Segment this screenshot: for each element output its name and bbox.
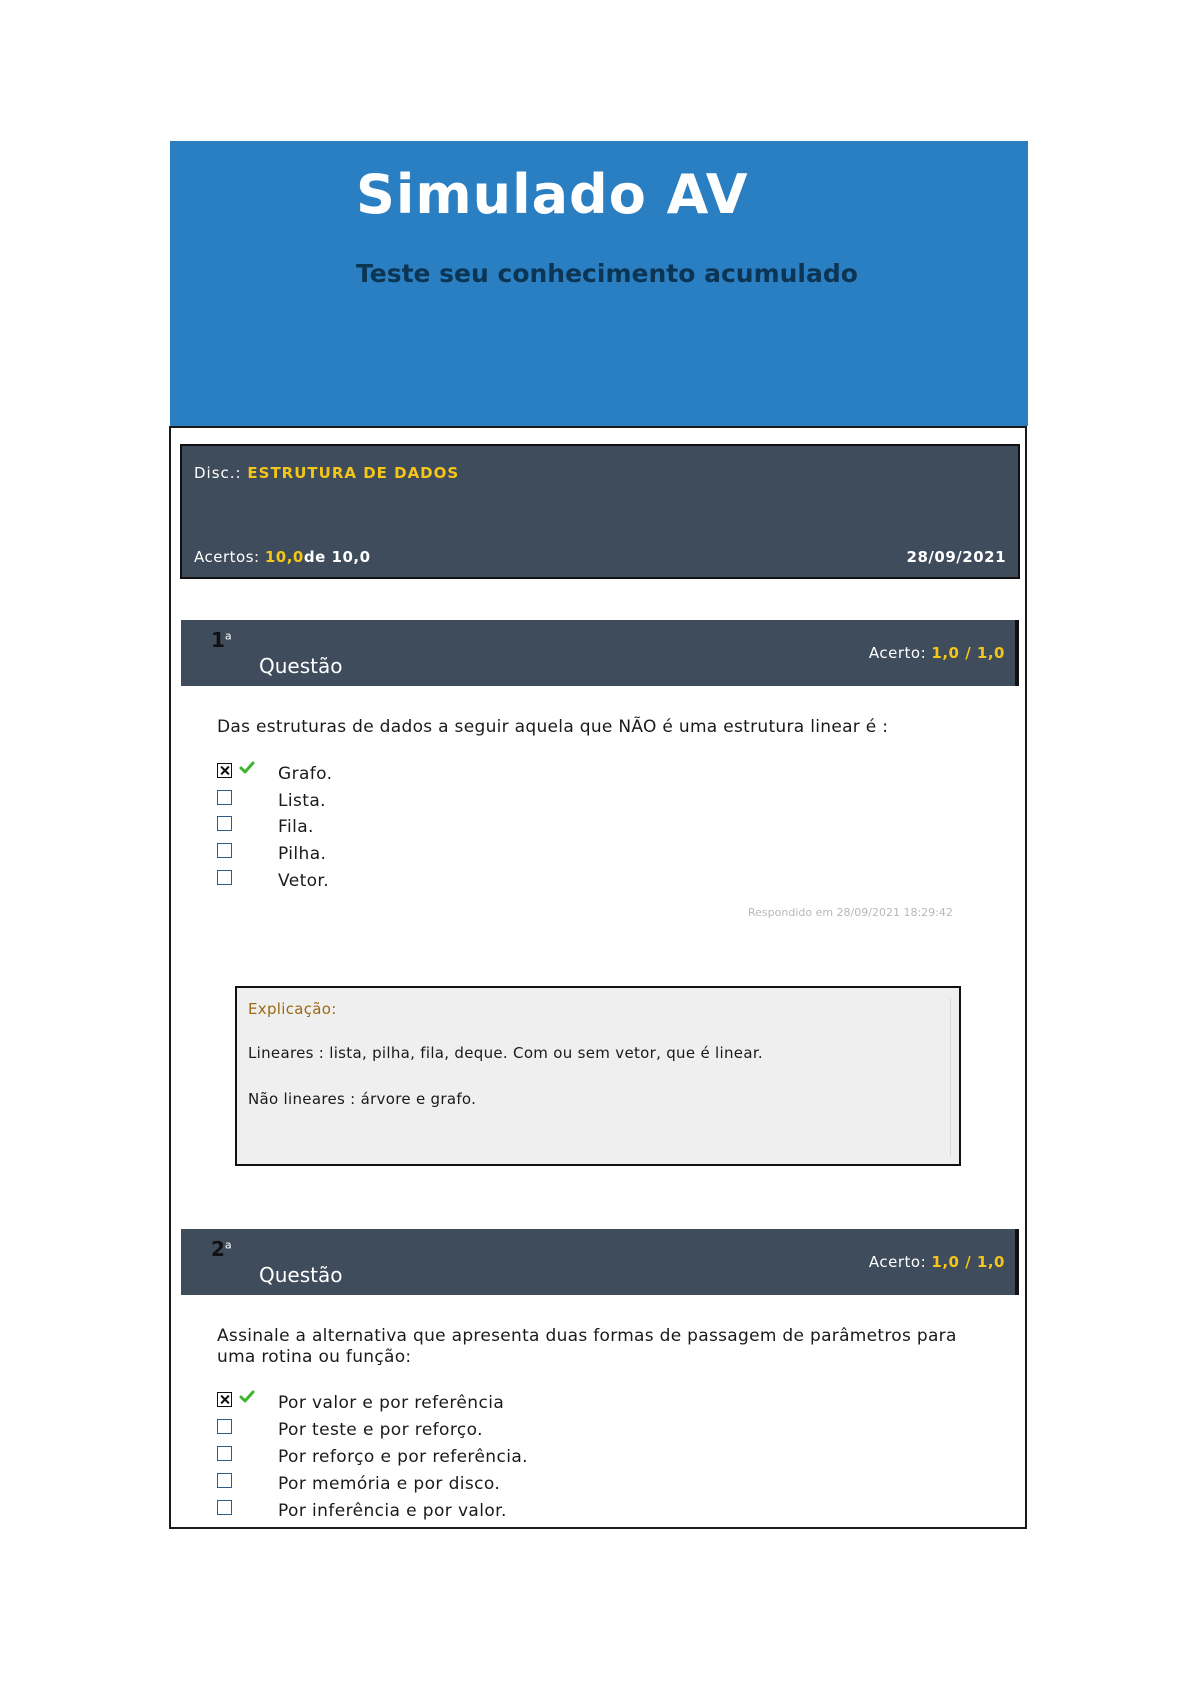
discipline-value: ESTRUTURA DE DADOS <box>247 464 460 482</box>
checkbox-icon[interactable] <box>217 790 232 805</box>
discipline-label: Disc.: <box>194 464 242 482</box>
option-label: Grafo. <box>278 764 333 784</box>
option-label: Por valor e por referência <box>278 1393 505 1413</box>
score-summary <box>194 548 371 566</box>
option-label: Por reforço e por referência. <box>278 1447 528 1467</box>
checkbox-checked-icon[interactable] <box>217 763 232 778</box>
question-text-2: Assinale a alternativa que apresenta duas formas de passagem de parâmetros para uma rotina ou função: <box>217 1326 957 1367</box>
score-value: 10,0 <box>264 548 304 566</box>
question-number: 1$^a$ <box>211 628 232 652</box>
check-mark-icon <box>239 1389 255 1405</box>
question-score: Acerto: 1,0 / 1,0 <box>868 1253 1005 1271</box>
question-word: Questão <box>259 1263 343 1287</box>
question-header-1 <box>181 620 1019 686</box>
score-label: Acertos: <box>194 548 260 566</box>
option-label: Por memória e por disco. <box>278 1474 501 1494</box>
checkbox-icon[interactable] <box>217 816 232 831</box>
discipline <box>194 464 459 482</box>
option-label: Por teste e por reforço. <box>278 1420 483 1440</box>
checkbox-icon[interactable] <box>217 843 232 858</box>
summary-panel <box>180 444 1020 579</box>
question-score: Acerto: 1,0 / 1,0 <box>868 644 1005 662</box>
checkbox-icon[interactable] <box>217 870 232 885</box>
option-label: Fila. <box>278 817 314 837</box>
explanation-title: Explicação: <box>248 1000 337 1018</box>
question-header-2 <box>181 1229 1019 1295</box>
checkbox-icon[interactable] <box>217 1446 232 1461</box>
question-text-1: Das estruturas de dados a seguir aquela que NÃO é uma estrutura linear é : <box>217 717 889 737</box>
checkbox-icon[interactable] <box>217 1500 232 1515</box>
option-label: Vetor. <box>278 871 330 891</box>
option-label: Lista. <box>278 791 326 811</box>
exam-date: 28/09/2021 <box>906 548 1006 566</box>
question-word: Questão <box>259 654 343 678</box>
explanation-line: Lineares : lista, pilha, fila, deque. Com ou sem vetor, que é linear. <box>248 1044 763 1062</box>
check-mark-icon <box>239 760 255 776</box>
page-subtitle: Teste seu conhecimento acumulado <box>356 259 858 288</box>
option-label: Pilha. <box>278 844 327 864</box>
header-banner <box>170 141 1028 426</box>
question-number: 2$^a$ <box>211 1237 232 1261</box>
option-label: Por inferência e por valor. <box>278 1501 507 1521</box>
page-title: Simulado AV <box>356 163 749 226</box>
explanation-box <box>235 986 961 1166</box>
checkbox-checked-icon[interactable] <box>217 1392 232 1407</box>
explanation-line: Não lineares : árvore e grafo. <box>248 1090 477 1108</box>
answered-timestamp: Respondido em 28/09/2021 18:29:42 <box>748 906 953 919</box>
checkbox-icon[interactable] <box>217 1473 232 1488</box>
checkbox-icon[interactable] <box>217 1419 232 1434</box>
score-total: de 10,0 <box>303 548 371 566</box>
